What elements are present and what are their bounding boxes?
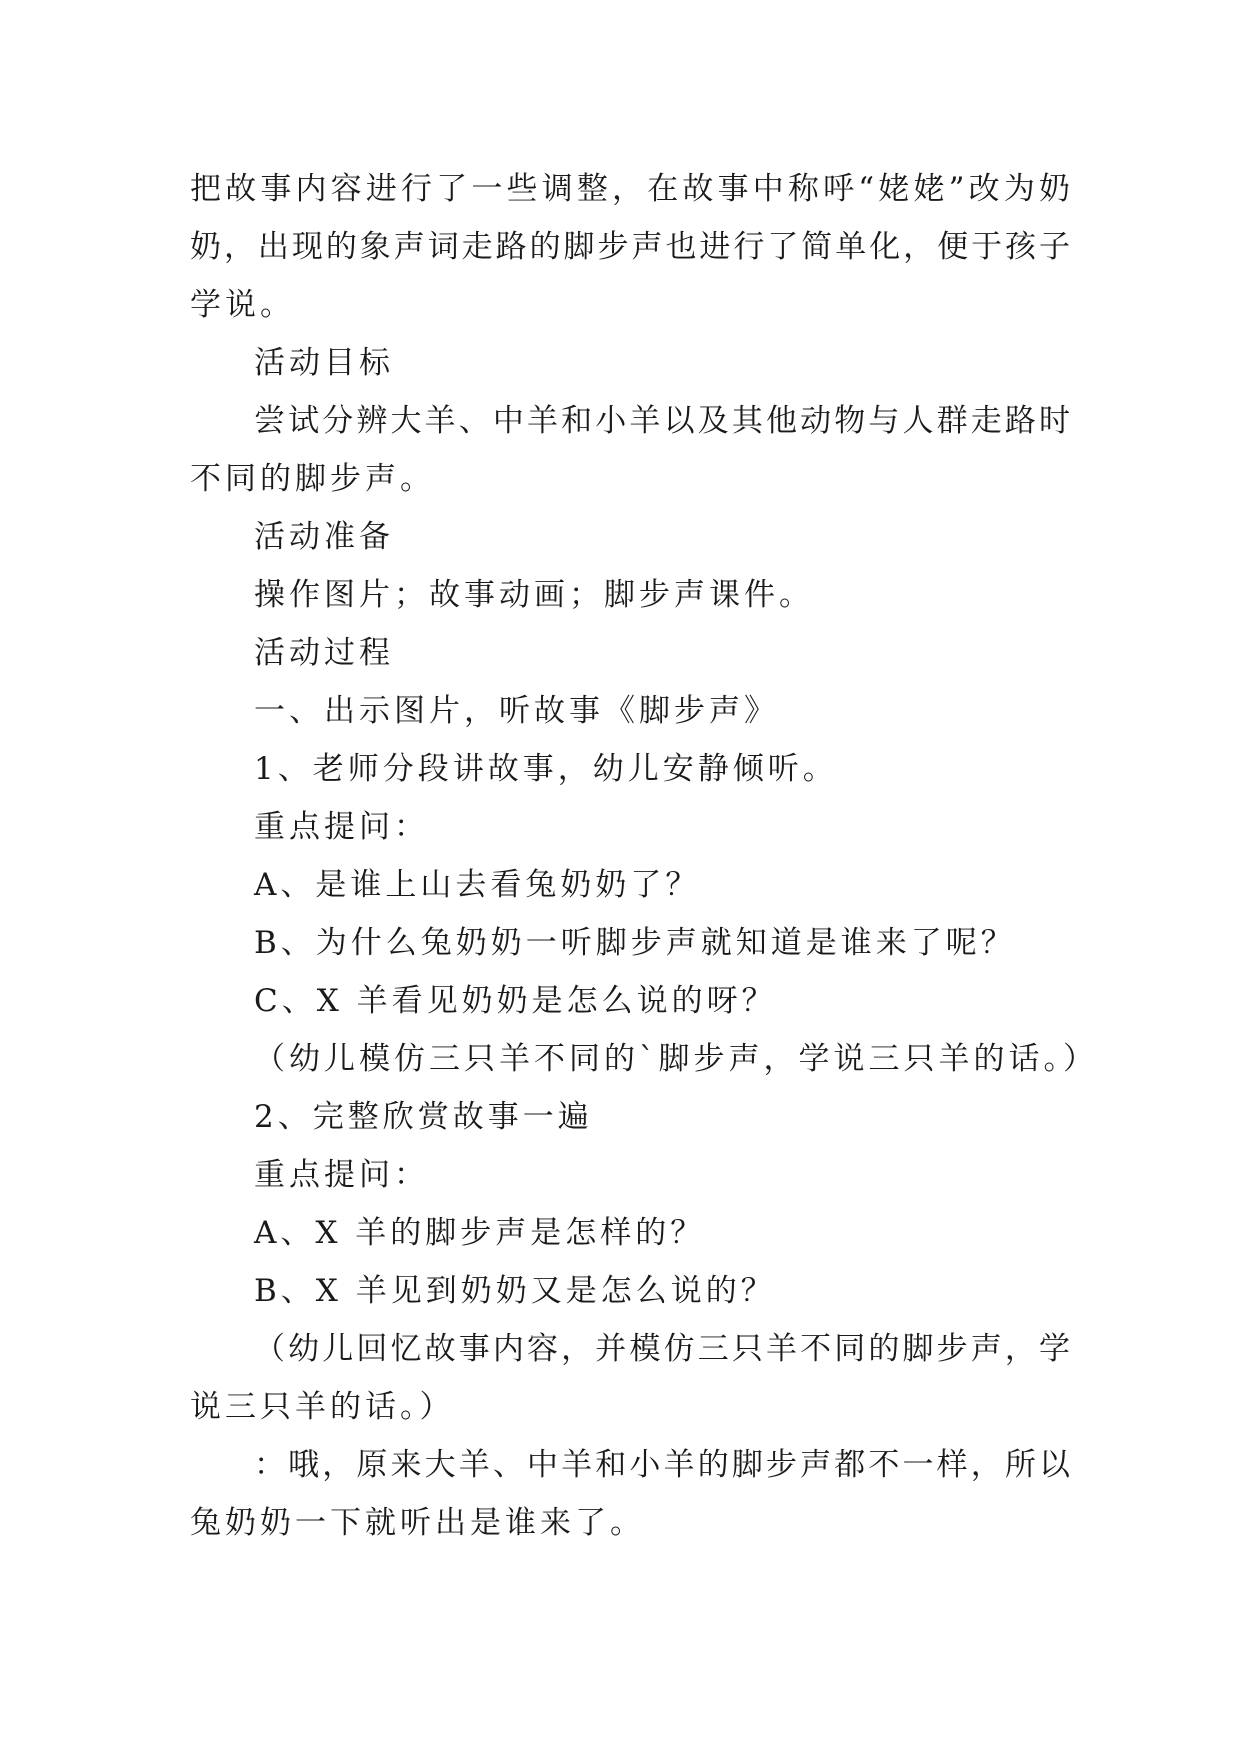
paragraph-line: 尝试分辨大羊、中羊和小羊以及其他动物与人群走路时 [254, 403, 1070, 439]
question-item: B、X 羊见到奶奶又是怎么说的？ [254, 1273, 776, 1309]
paragraph-line: 奶，出现的象声词走路的脚步声也进行了简单化，便于孩子 [190, 229, 1070, 265]
summary-line: 兔奶奶一下就听出是谁来了。 [190, 1505, 645, 1541]
question-item: A、X 羊的脚步声是怎样的？ [254, 1215, 706, 1251]
list-item: 2、完整欣赏故事一遍 [254, 1099, 593, 1135]
paragraph-line: 操作图片；故事动画；脚步声课件。 [254, 577, 814, 613]
paragraph-line: 不同的脚步声。 [190, 461, 435, 497]
paragraph-line: 学说。 [190, 287, 295, 323]
paragraph-line: 把故事内容进行了一些调整，在故事中称呼“姥姥”改为奶 [190, 171, 1070, 207]
document-body [190, 160, 1098, 1552]
summary-line: ：哦，原来大羊、中羊和小羊的脚步声都不一样，所以 [254, 1447, 1070, 1483]
list-item: 1、老师分段讲故事，幼儿安静倾听。 [254, 751, 838, 787]
step-heading: 一、出示图片，听故事《脚步声》 [254, 693, 779, 729]
question-item: A、是谁上山去看兔奶奶了？ [254, 867, 701, 903]
note-line: 说三只羊的话。） [190, 1389, 455, 1425]
note-line: （幼儿模仿三只羊不同的`脚步声，学说三只羊的话。） [254, 1041, 1098, 1077]
section-heading-preparation: 活动准备 [254, 519, 394, 555]
note-line: （幼儿回忆故事内容，并模仿三只羊不同的脚步声，学 [254, 1331, 1070, 1367]
question-heading: 重点提问： [254, 809, 429, 845]
section-heading-process: 活动过程 [254, 635, 394, 671]
question-item: B、为什么兔奶奶一听脚步声就知道是谁来了呢？ [254, 925, 1016, 961]
question-item: C、X 羊看见奶奶是怎么说的呀？ [254, 983, 777, 1019]
question-heading: 重点提问： [254, 1157, 429, 1193]
section-heading-goals: 活动目标 [254, 345, 394, 381]
